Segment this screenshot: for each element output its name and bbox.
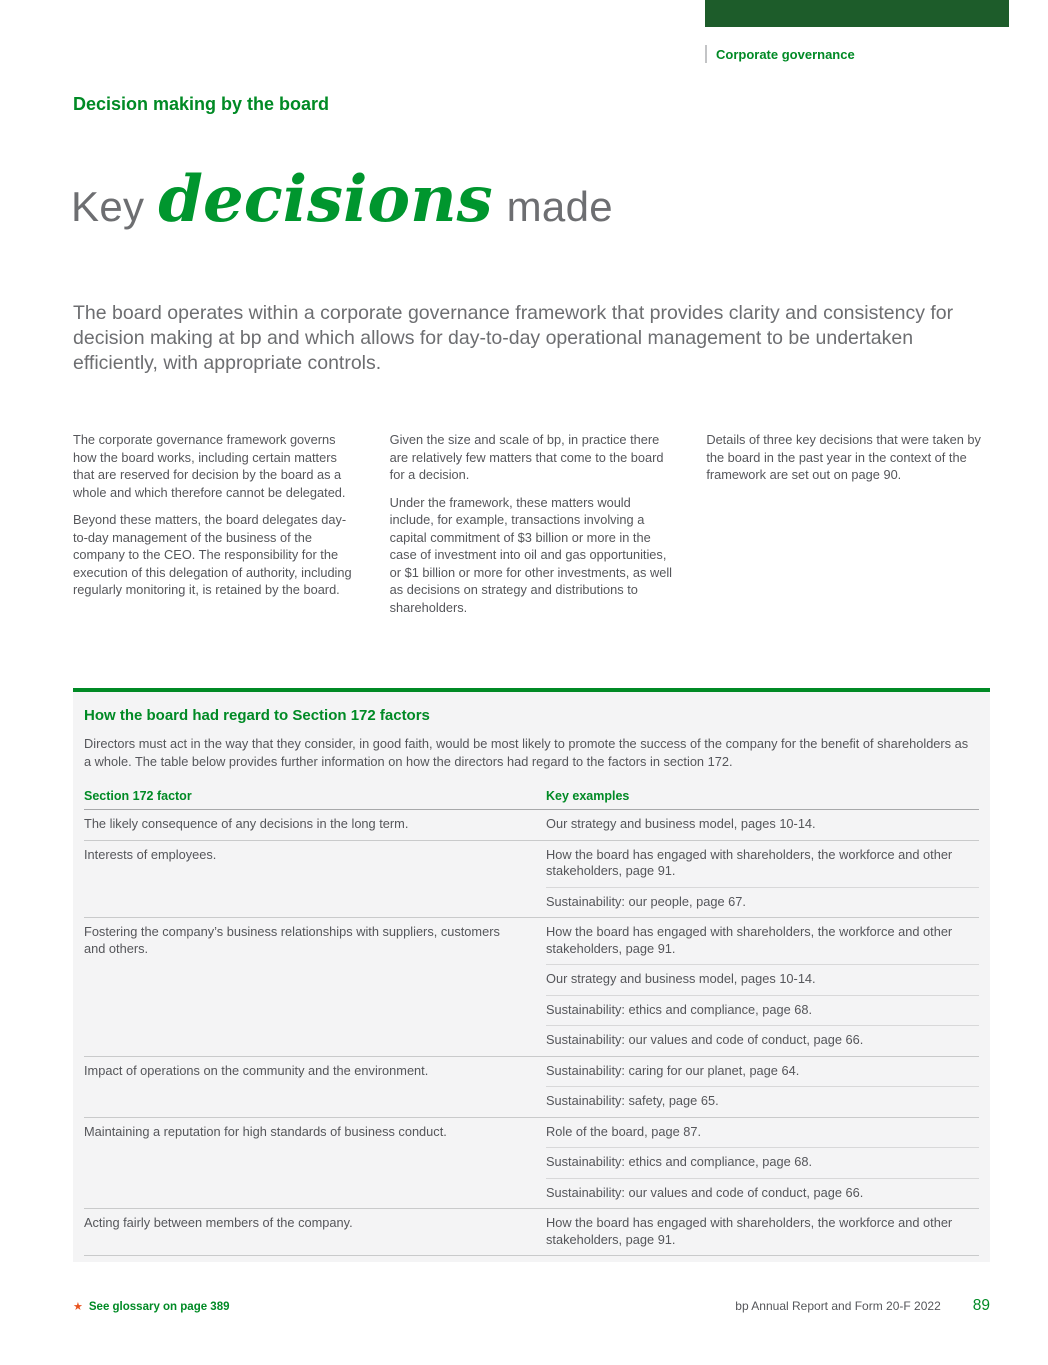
example-item: Sustainability: ethics and compliance, page 68.: [546, 1147, 979, 1178]
examples-cell: [546, 810, 979, 840]
example-item: Sustainability: safety, page 65.: [546, 1086, 979, 1117]
section-divider-rule: [705, 45, 707, 63]
body-column-2: [390, 431, 674, 626]
section-172-panel: [73, 688, 990, 1262]
examples-cell: [546, 918, 979, 1056]
factor-cell: Interests of employees.: [84, 846, 217, 862]
factor-cell: Maintaining a reputation for high standards of business conduct.: [84, 1123, 447, 1139]
table-row: [84, 1209, 979, 1256]
example-item: Role of the board, page 87.: [546, 1123, 702, 1139]
examples-cell: [546, 1209, 979, 1255]
three-column-body: [73, 431, 990, 626]
panel-intro-paragraph: Directors must act in the way that they consider, in good faith, would be most likely to promote the success of the company for the benefit of shareholders as a whole. The table below provides further information on how the directors had regard to the factors in section 172.: [84, 736, 969, 769]
example-item: Sustainability: our values and code of conduct, page 66.: [546, 1178, 979, 1209]
example-item: Sustainability: caring for our planet, page 64.: [546, 1062, 800, 1078]
body-paragraph: The corporate governance framework governs how the board works, including certain matters that are reserved for decision by the board as a whole and which therefore cannot be delegated.: [73, 432, 346, 500]
hero-word-key: Key: [71, 183, 145, 230]
column-header-examples: Key examples: [546, 789, 630, 803]
example-item: Our strategy and business model, pages 10-14.: [546, 816, 816, 831]
table-row: [84, 1057, 979, 1118]
column-header-factor: Section 172 factor: [84, 789, 192, 803]
star-icon: ★: [73, 1301, 83, 1313]
hero-heading: [71, 162, 613, 237]
glossary-text: See glossary on page 389: [88, 1301, 230, 1313]
example-item: How the board has engaged with shareholders, the workforce and other stakeholders, page 91.: [546, 1215, 953, 1247]
example-item: Our strategy and business model, pages 10-14.: [546, 964, 979, 995]
example-item: Sustainability: our values and code of conduct, page 66.: [546, 1025, 979, 1056]
footer-right: [735, 1297, 990, 1315]
factor-cell: Fostering the company’s business relationships with suppliers, customers and others.: [84, 924, 500, 956]
examples-cell: [546, 1057, 979, 1117]
table-header-row: [84, 785, 979, 810]
factor-cell: The likely consequence of any decisions in the long term.: [84, 816, 409, 831]
factor-cell: Impact of operations on the community and the environment.: [84, 1062, 429, 1078]
example-item: How the board has engaged with shareholders, the workforce and other stakeholders, page 91.: [546, 924, 953, 956]
table-row: [84, 810, 979, 841]
standfirst-paragraph: The board operates within a corporate governance framework that provides clarity and consistency for decision making at bp and which allows for day-to-day operational management to be undertaken efficiently, with appropriate controls.: [73, 302, 954, 374]
example-item: Sustainability: ethics and compliance, page 68.: [546, 995, 979, 1026]
section-172-table: [84, 785, 979, 1256]
table-row: [84, 918, 979, 1057]
hero-word-made: made: [506, 183, 613, 230]
report-title: bp Annual Report and Form 20-F 2022: [735, 1299, 941, 1313]
page-number: 89: [972, 1297, 990, 1314]
panel-heading: How the board had regard to Section 172 factors: [84, 707, 430, 724]
page-footer: [73, 1297, 990, 1315]
body-paragraph: Details of three key decisions that were taken by the board in the past year in the context of the framework are set out on page 90.: [706, 432, 981, 482]
examples-cell: [546, 1118, 979, 1209]
body-column-1: [73, 431, 357, 626]
section-label-text: Corporate governance: [716, 46, 855, 62]
corporate-governance-tab: [705, 0, 1009, 27]
table-row: [84, 1118, 979, 1210]
table-row: [84, 841, 979, 919]
factor-cell: Acting fairly between members of the company.: [84, 1215, 353, 1230]
body-paragraph: Under the framework, these matters would include, for example, transactions involving a capital commitment of $3 billion or more in the case of investment into oil and gas opportunities, or $1 billion or more for other investments, as well as decisions on strategy and distributions to shareholders.: [389, 494, 673, 615]
glossary-note: [73, 1300, 230, 1313]
example-item: Sustainability: our people, page 67.: [546, 887, 979, 918]
body-paragraph: Given the size and scale of bp, in practice there are relatively few matters that come to the board for a decision.: [389, 432, 664, 482]
examples-cell: [546, 841, 979, 918]
page-title: Decision making by the board: [73, 94, 330, 114]
body-paragraph: Beyond these matters, the board delegates day-to-day management of the business of the company to the CEO. The responsibility for the execution of this delegation of authority, including regularly monitoring it, is retained by the board.: [73, 512, 352, 597]
example-item: How the board has engaged with shareholders, the workforce and other stakeholders, page 91.: [546, 846, 953, 878]
body-column-3: [706, 431, 990, 626]
hero-word-decisions: decisions: [158, 162, 493, 237]
section-breadcrumb: [705, 45, 855, 63]
